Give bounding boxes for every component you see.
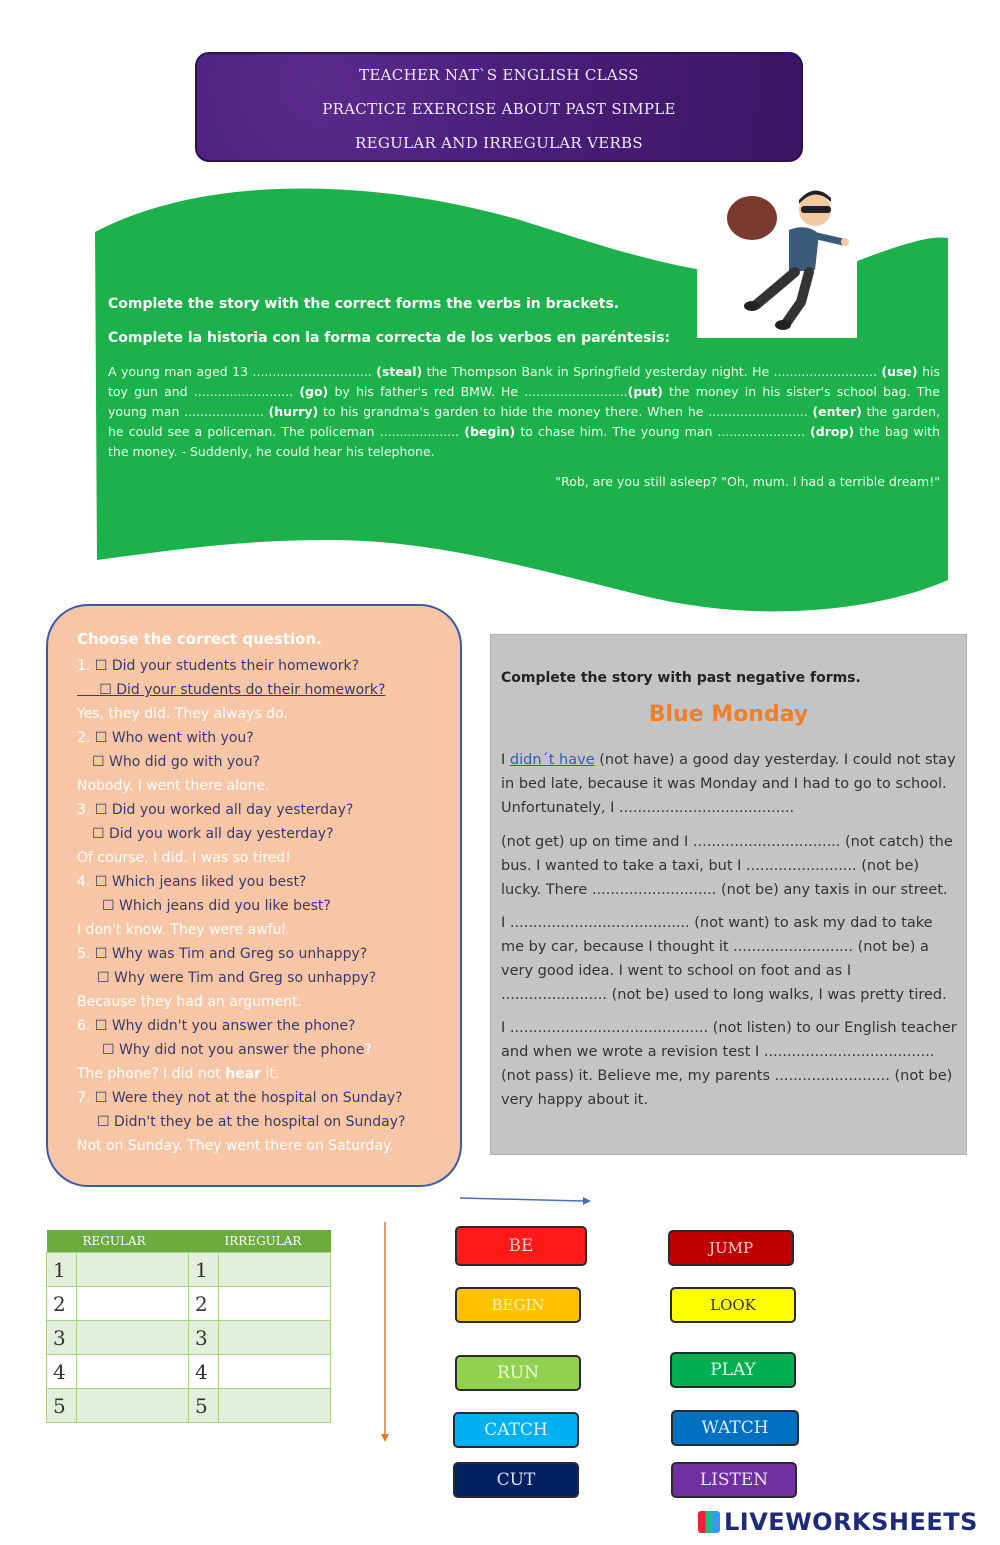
exercise1-instruction-en: Complete the story with the correct forms the verbs in brackets. bbox=[108, 296, 620, 312]
table-row bbox=[47, 1321, 331, 1355]
q2-option-2[interactable]: ☐ Who did go with you? bbox=[92, 754, 261, 770]
verb-catch-button[interactable]: CATCH bbox=[453, 1412, 579, 1448]
regular-answer-cell[interactable] bbox=[77, 1253, 189, 1287]
q5-option-1[interactable] bbox=[77, 946, 367, 962]
verb-look-button[interactable]: LOOK bbox=[670, 1287, 796, 1323]
table-row bbox=[47, 1253, 331, 1287]
verb-hint: (put) bbox=[627, 384, 663, 399]
exercise3-paragraph-4: I ........................................... (not listen) to our English teacher and when we wrote a revision test I ..................................... (not pass) it. Believe me, my parents ......................... (not be) very happy about it. bbox=[501, 1020, 957, 1108]
table-header-blank-2 bbox=[189, 1230, 219, 1253]
verb-hint: (enter) bbox=[812, 404, 862, 419]
q7-option-2[interactable]: ☐ Didn't they be at the hospital on Sunday? bbox=[97, 1114, 406, 1130]
thief-illustration bbox=[697, 178, 857, 338]
exercise3-paragraph-1 bbox=[501, 748, 959, 820]
exercise3-paragraph-3: I ....................................... (not want) to ask my dad to take me by car, because I thought it .......................... (not be) a very good idea. I went to school on foot and as I ....................... (not be) used to long walks, I was pretty tired. bbox=[501, 915, 947, 1003]
q4-option-1-text: ☐ Which jeans liked you best? bbox=[94, 874, 307, 890]
down-arrow-icon bbox=[378, 1220, 392, 1448]
regular-row-number: 5 bbox=[47, 1389, 77, 1423]
p1-post: (not have) a good day yesterday. I could not stay in bed late, because it was Monday and I had to go to school. Unfortunately, I ...................................... bbox=[501, 752, 956, 816]
verb-run-button[interactable]: RUN bbox=[455, 1355, 581, 1391]
q5-answer: Because they had an argument. bbox=[77, 994, 303, 1010]
q6-answer-a: The phone? I did not bbox=[77, 1066, 226, 1082]
q6-option-2-tail: ? bbox=[364, 1042, 372, 1058]
verb-hint: (steal) bbox=[376, 364, 423, 379]
q6-option-1-text: ☐ Why didn't you answer the phone? bbox=[94, 1018, 356, 1034]
q6-answer bbox=[77, 1066, 279, 1082]
q1-answer: Yes, they did. They always do. bbox=[77, 706, 288, 722]
q7-option-1[interactable] bbox=[77, 1090, 403, 1106]
table-row bbox=[47, 1355, 331, 1389]
q6-option-2[interactable] bbox=[102, 1042, 372, 1058]
irregular-row-number: 3 bbox=[189, 1321, 219, 1355]
verb-be-button[interactable]: BE bbox=[455, 1226, 587, 1266]
table-row bbox=[47, 1287, 331, 1321]
exercise1-dream-line: "Rob, are you still asleep? "Oh, mum. I had a terrible dream!" bbox=[555, 474, 940, 489]
story-segment: his toy gun and ......................... bbox=[108, 364, 940, 399]
regular-answer-cell[interactable] bbox=[77, 1287, 189, 1321]
verb-hint: (hurry) bbox=[268, 404, 319, 419]
story-segment: to his grandma's garden to hide the money there. When he ......................... bbox=[318, 404, 813, 419]
q3-option-2[interactable]: ☐ Did you work all day yesterday? bbox=[92, 826, 334, 842]
exercise3-paragraph-2: (not get) up on time and I ................................ (not catch) the bus. I wanted to take a taxi, but I ........................ (not be) lucky. There ........................... (not be) any taxis in our street. bbox=[501, 834, 953, 898]
q6-option-1[interactable] bbox=[77, 1018, 355, 1034]
irregular-row-number: 2 bbox=[189, 1287, 219, 1321]
table-header-blank bbox=[47, 1230, 77, 1253]
regular-answer-cell[interactable] bbox=[77, 1321, 189, 1355]
logo-mark-icon bbox=[698, 1511, 720, 1533]
logo-text: LIVEWORKSHEETS bbox=[724, 1508, 978, 1536]
q3-answer: Of course, I did. I was so tired! bbox=[77, 850, 291, 866]
table-header-regular: REGULAR bbox=[77, 1230, 189, 1253]
q1-option-2[interactable] bbox=[77, 682, 385, 698]
title-banner bbox=[195, 52, 803, 162]
story-segment: the garden, he could see a policeman. The policeman .................... bbox=[108, 404, 940, 439]
q1-number: 1. bbox=[77, 658, 91, 674]
title-line-1: TEACHER NAT`S ENGLISH CLASS bbox=[359, 66, 639, 84]
q6-option-2-text: ☐ Why did not you answer the phone bbox=[102, 1042, 365, 1058]
q7-number: 7. bbox=[77, 1090, 91, 1106]
story-segment: the bag with the money. - Suddenly, he could hear his telephone. bbox=[108, 424, 940, 459]
irregular-row-number: 1 bbox=[189, 1253, 219, 1287]
q4-number: 4. bbox=[77, 874, 91, 890]
verb-hint: (use) bbox=[881, 364, 918, 379]
verb-play-button[interactable]: PLAY bbox=[670, 1352, 796, 1388]
irregular-row-number: 5 bbox=[189, 1389, 219, 1423]
regular-row-number: 2 bbox=[47, 1287, 77, 1321]
choose-question-title: Choose the correct question. bbox=[77, 630, 322, 648]
q5-number: 5. bbox=[77, 946, 91, 962]
q3-option-1-text: ☐ Did you worked all day yesterday? bbox=[94, 802, 354, 818]
irregular-answer-cell[interactable] bbox=[219, 1321, 331, 1355]
q2-number: 2. bbox=[77, 730, 91, 746]
q4-option-1[interactable] bbox=[77, 874, 306, 890]
q3-number: 3. bbox=[77, 802, 91, 818]
q5-option-2[interactable]: ☐ Why were Tim and Greg so unhappy? bbox=[97, 970, 377, 986]
q1-option-1-text: ☐ Did your students their homework? bbox=[94, 658, 360, 674]
q2-option-1-text: ☐ Who went with you? bbox=[94, 730, 254, 746]
table-header-irregular: IRREGULAR bbox=[219, 1230, 331, 1253]
q2-answer: Nobody. I went there alone. bbox=[77, 778, 270, 794]
exercise1-instruction-es: Complete la historia con la forma correcta de los verbos en paréntesis: bbox=[108, 330, 671, 346]
verb-hint: (begin) bbox=[464, 424, 516, 439]
verb-jump-button[interactable]: JUMP bbox=[668, 1230, 794, 1266]
q6-number: 6. bbox=[77, 1018, 91, 1034]
p1-example-answer: didn´t have bbox=[509, 752, 595, 768]
title-line-2: PRACTICE EXERCISE ABOUT PAST SIMPLE bbox=[322, 100, 676, 118]
q3-option-1[interactable] bbox=[77, 802, 353, 818]
thief-icon bbox=[697, 178, 857, 338]
blue-monday-title: Blue Monday bbox=[648, 702, 809, 727]
regular-row-number: 3 bbox=[47, 1321, 77, 1355]
irregular-answer-cell[interactable] bbox=[219, 1287, 331, 1321]
regular-answer-cell[interactable] bbox=[77, 1355, 189, 1389]
verb-cut-button[interactable]: CUT bbox=[453, 1462, 579, 1498]
table-row bbox=[47, 1389, 331, 1423]
right-arrow-icon bbox=[455, 1192, 595, 1208]
exercise3-instruction: Complete the story with past negative forms. bbox=[501, 670, 861, 686]
irregular-answer-cell[interactable] bbox=[219, 1389, 331, 1423]
regular-irregular-table bbox=[46, 1230, 331, 1423]
verb-begin-button[interactable]: BEGIN bbox=[455, 1287, 581, 1323]
irregular-answer-cell[interactable] bbox=[219, 1253, 331, 1287]
q6-answer-b: hear bbox=[225, 1066, 262, 1082]
exercise1-story bbox=[108, 362, 940, 462]
verb-watch-button[interactable]: WATCH bbox=[671, 1410, 799, 1446]
irregular-answer-cell[interactable] bbox=[219, 1355, 331, 1389]
q6-answer-c: it. bbox=[261, 1066, 280, 1082]
q7-option-1-text: ☐ Were they not at the hospital on Sunday? bbox=[94, 1090, 403, 1106]
irregular-row-number: 4 bbox=[189, 1355, 219, 1389]
story-segment: by his father's red BMW. He .......................... bbox=[328, 384, 628, 399]
story-segment: to chase him. The young man ...................... bbox=[515, 424, 811, 439]
verb-hint: (go) bbox=[299, 384, 329, 399]
regular-row-number: 4 bbox=[47, 1355, 77, 1389]
q4-answer: I don't know. They were awful. bbox=[77, 922, 290, 938]
q5-option-1-text: ☐ Why was Tim and Greg so unhappy? bbox=[94, 946, 368, 962]
story-segment: the Thompson Bank in Springfield yesterday night. He .......................... bbox=[422, 364, 882, 379]
verb-hint: (drop) bbox=[810, 424, 855, 439]
q7-answer: Not on Sunday. They went there on Saturday. bbox=[77, 1138, 394, 1154]
story-segment: the money in his sister's school bag. The young man .................... bbox=[108, 384, 940, 419]
q1-option-1[interactable] bbox=[77, 658, 359, 674]
p1-pre: I bbox=[501, 752, 510, 768]
q4-option-2[interactable]: ☐ Which jeans did you like best? bbox=[102, 898, 331, 914]
verb-listen-button[interactable]: LISTEN bbox=[671, 1462, 797, 1498]
q1-option-2-text: ☐ Did your students do their homework? bbox=[99, 682, 386, 698]
regular-row-number: 1 bbox=[47, 1253, 77, 1287]
liveworksheets-logo bbox=[698, 1508, 978, 1536]
title-line-3: REGULAR AND IRREGULAR VERBS bbox=[355, 134, 643, 152]
story-segment: A young man aged 13 .............................. bbox=[108, 364, 377, 379]
q2-option-1[interactable] bbox=[77, 730, 254, 746]
regular-answer-cell[interactable] bbox=[77, 1389, 189, 1423]
